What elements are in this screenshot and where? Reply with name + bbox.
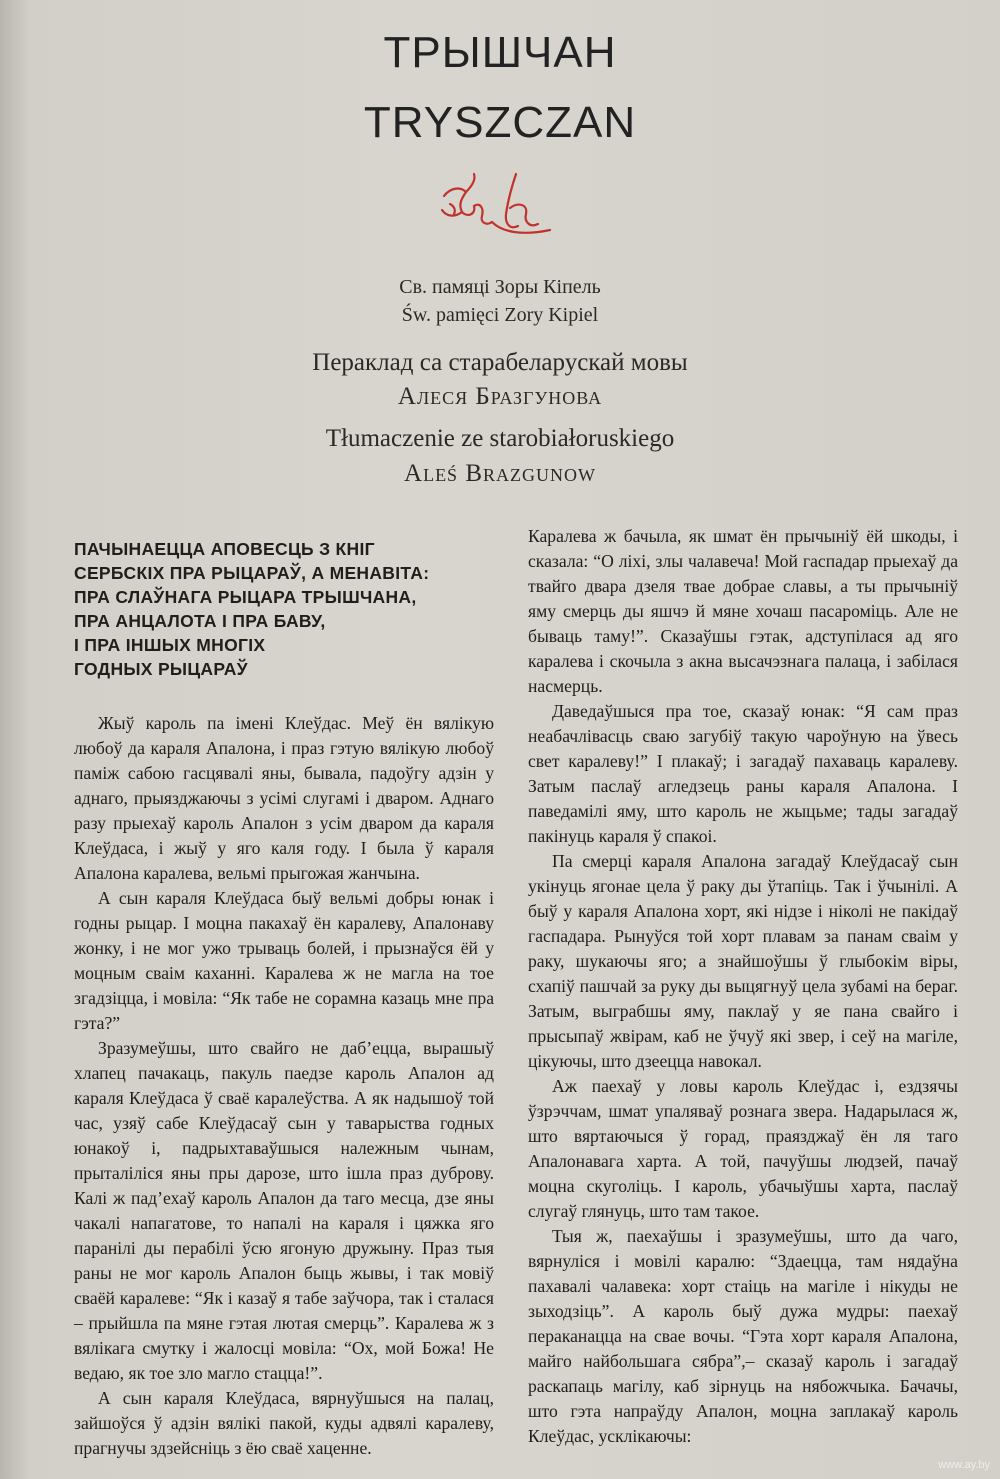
chapter-heading — [74, 537, 494, 681]
paragraph: А сын караля Клеўдаса быў вельмі добры юнак і годны рыцар. І моцна пакахаў ён каралеву, Апалонаву жонку, і не мог ужо трываць болей, і прызнаўся ёй у моцным сваім каханні. Каралева ж не магла на тое згадзіцца, і мовіла: “Як табе не сорамна казаць мне пра гэта?” — [74, 888, 494, 1033]
translation-credit-polish: Tłumaczenie ze starobiałoruskiego — [325, 425, 675, 452]
paragraph: Даведаўшыся пра тое, сказаў юнак: “Я сам праз неабачлівасць сваю загубіў такую чароўную на ўвесь свет каралеву!” І плакаў; і загадаў пахаваць каралеву. Затым паслаў агледзець раны караля Апалона. І паведамілі яму, што кароль не жыцьме; тады загадаў пакінуць караля ў спакоі. — [528, 701, 958, 846]
left-text-column — [74, 537, 494, 1461]
heading-line: ГОДНЫХ РЫЦАРАЎ — [74, 659, 248, 679]
paragraph: Зразумеўшы, што свайго не даб’еццa, вырашыў хлапец пачакаць, пакуль паедзе кароль Апалон ад караля Клеўдаса ў сваё каралеўства. А як надышоў той час, узяў сабе Клеўдасаў сын у таварыства годных юнакоў і, падрыхтаваўшыся належным чынам, прыталіліся яны пры дарозе, што ішла праз дуброву. Калі ж пад’ехаў кароль Апалон да таго месца, дзе яны чакалі напагатове, то напалі на караля і цяжка яго паранілі ды перабілі ўсю ягоную дружыну. Праз тыя раны не мог кароль Апалон быць жывы, і так мовіў сваёй каралеве: “Як і казаў я табе заўчора, так і сталася – прыйшла па мяне гэтая лютая смерць”. Каралева ж з вялікага смутку і жалосці мовіла: “Ох, мой Божа! Не ведаю, як тое зло магло стацца!”. — [74, 1038, 494, 1383]
heading-line: ПАЧЫНАЕЦЦА АПОВЕСЦЬ З КНІГ — [74, 539, 375, 559]
red-flourish-ornament-icon — [432, 168, 556, 240]
paragraph: Тыя ж, паехаўшы і зразумеўшы, што да чаго, вярнуліся і мовілі каралю: “Здаецца, там нядаўна пахавалі чалавека: хорт стаіць на магіле і нікуды не зыходзіць”. А кароль быў дужа мудры: паехаў пераканацца на свае вочы. “Гэта хорт караля Апалона, майго найбольшага сябра”,– сказаў кароль і загадаў раскапаць магілу, каб зірнуць на нябожчыка. Бачачы, што гэта напраўду Апалон, моцна заплакаў кароль Клеўдас, усклікаючы: — [528, 1226, 958, 1446]
translation-credit-belarusian: Пераклад са старабеларускай мовы — [312, 349, 688, 376]
dedication-polish: Św. pamięci Zory Kipiel — [401, 304, 599, 326]
translator-name-polish: Aleś Brazgunow — [404, 460, 596, 487]
heading-line: СЕРБСКІХ ПРА РЫЦАРАЎ, А МЕНАВІТА: — [74, 563, 430, 583]
paragraph: Па смерці караля Апалона загадаў Клеўдасаў сын укінуць ягонае цела ў раку ды ўтапіць. Так і ўчынілі. А быў у караля Апалона хорт, які нідзе і ніколі не пакідаў гаспадара. Рынуўся той хорт плавам за панам сваім у раку, шукаючы яго; а знайшоўшы ў глыбокім віры, схапіў пашчай за руку ды выцягнуў цела зубамі на бераг. Затым, выграбшы яму, паклаў у яе пана свайго і прысыпаў жвірам, каб не ўчуў які звер, і сеў на магіле, цікуючы, што дзеецца навокал. — [528, 851, 958, 1071]
heading-line: ПРА СЛАЎНАГА РЫЦАРА ТРЫШЧАНА, — [74, 587, 417, 607]
title-latin: TRYSZCZAN — [363, 98, 637, 147]
paragraph: Каралева ж бачыла, як шмат ён прычыніў ёй шкоды, і сказала: “О ліхі, злы чалавеча! Мой гаспадар прыехаў да твайго двара дзеля твае добрае славы, а ты прычыніў яму смерць ды яшчэ й мяне хочаш пасароміць. Але не бываць таму!”. Сказаўшы гэтак, адступілася ад яго каралева і скочыла з акна высачэзнага палаца, і забілася насмерць. — [528, 526, 958, 696]
right-text-column — [528, 524, 958, 1449]
paragraph: Жыў кароль па імені Клеўдас. Меў ён вялікую любоў да караля Апалона, і праз гэтую вялікую любоў паміж сабою гасцявалі яны, бывала, падоўгу адзін у аднаго, прыязджаючы з усімі слугамі і дваром. Аднаго разу прыехаў кароль Апалон з усім дваром да караля Клеўдаса, і жыў у яго каля году. І была ў караля Апалона каралева, вельмі прыгожая жанчына. — [74, 713, 494, 883]
paragraph: Аж паехаў у ловы кароль Клеўдас і, ездзячы ўзрэччам, шмат упаляваў рознага звера. Надарылася ж, што вяртаючыся ў горад, праязджаў ён ля таго Апалонавага харта. А той, пачуўшы людзей, пачаў моцна скуголіць. І кароль, убачыўшы харта, паслаў слугаў глянуць, што там такое. — [528, 1076, 958, 1221]
translator-name-belarusian: Алеся Бразгунова — [397, 383, 603, 410]
paragraph: А сын караля Клеўдаса, вярнуўшыся на палац, зайшоўся ў адзін вялікі пакой, куды адвялі каралеву, прагнучы здзейсніць з ёю сваё хаценне. — [74, 1388, 494, 1458]
title-cyrillic: ТРЫШЧАН — [383, 28, 617, 77]
dedication-belarusian: Св. памяці Зоры Кіпель — [399, 276, 601, 298]
heading-line: І ПРА ІНШЫХ МНОГІХ — [74, 635, 266, 655]
watermark: www.ay.by — [938, 1459, 990, 1471]
heading-line: ПРА АНЦАЛОТА І ПРА БАВУ, — [74, 611, 326, 631]
